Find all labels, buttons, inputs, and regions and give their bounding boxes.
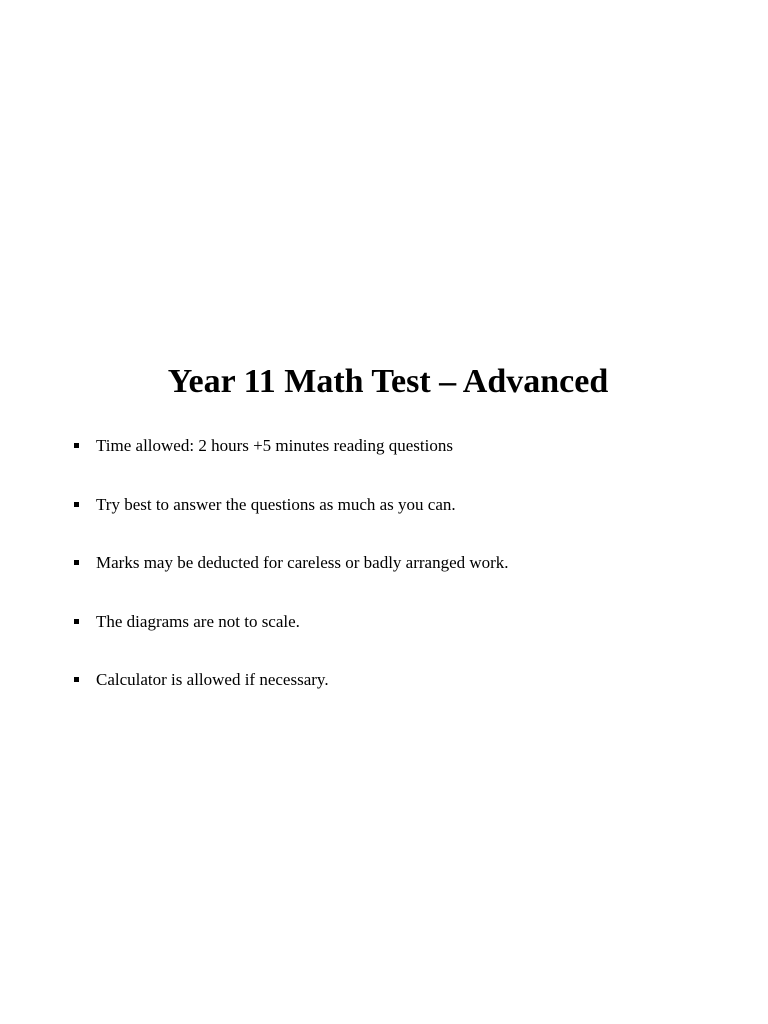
list-item — [0, 611, 700, 635]
list-item — [0, 494, 700, 518]
page-title: Year 11 Math Test – Advanced — [167, 363, 609, 400]
square-bullet-icon — [74, 502, 79, 507]
instruction-text: Try best to answer the questions as much as you can. — [96, 495, 456, 514]
instruction-text: The diagrams are not to scale. — [96, 612, 300, 631]
instruction-text: Marks may be deducted for careless or badly arranged work. — [96, 553, 509, 572]
list-item — [0, 435, 700, 459]
instruction-text: Calculator is allowed if necessary. — [96, 670, 329, 689]
square-bullet-icon — [74, 619, 79, 624]
square-bullet-icon — [74, 560, 79, 565]
square-bullet-icon — [74, 443, 79, 448]
list-item — [0, 669, 700, 693]
list-item — [0, 552, 700, 576]
instruction-text: Time allowed: 2 hours +5 minutes reading questions — [96, 436, 453, 455]
square-bullet-icon — [74, 677, 79, 682]
